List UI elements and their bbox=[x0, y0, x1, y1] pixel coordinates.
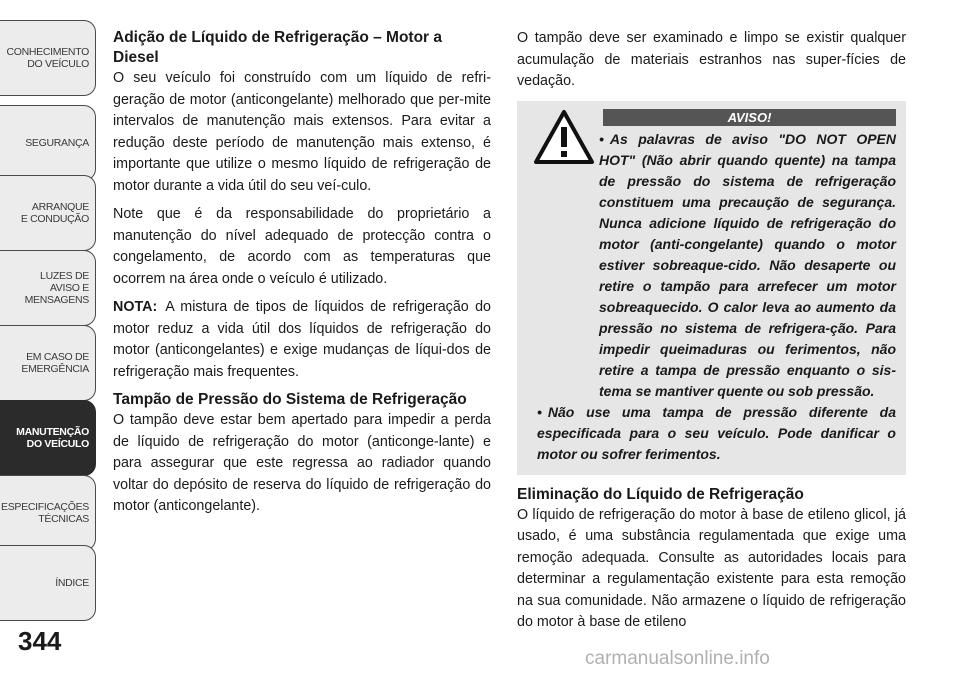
note-paragraph bbox=[113, 297, 491, 383]
tab-label: SEGURANÇA bbox=[25, 137, 89, 149]
warning-triangle-icon bbox=[533, 109, 595, 165]
paragraph: Note que é da responsabilidade do proprietário a manutenção do nível adequado de protecção contra o congelamento, de acordo com as temperaturas que ocorrem na área onde o veículo é utilizado. bbox=[113, 206, 491, 287]
tab-seguranca[interactable] bbox=[0, 105, 96, 181]
tab-indice[interactable] bbox=[0, 545, 96, 621]
page-number: 344 bbox=[18, 626, 62, 656]
tab-emergencia[interactable] bbox=[0, 325, 96, 401]
note-label: NOTA: bbox=[113, 299, 158, 315]
warning-bullet-2: • Não use uma tampa de pressão diferente da especificada para o seu veículo. Pode danificar o motor ou sofrer ferimentos. bbox=[537, 403, 896, 462]
section-heading-pressure-cap: Tampão de Pressão do Sistema de Refrigeração bbox=[113, 391, 467, 408]
left-column bbox=[113, 28, 491, 525]
tab-label: ÍNDICE bbox=[55, 577, 89, 589]
warning-box bbox=[517, 101, 906, 475]
tab-label: ARRANQUE E CONDUÇÃO bbox=[20, 201, 89, 225]
tab-label: MANUTENÇÃO DO VEÍCULO bbox=[16, 426, 89, 450]
tab-label: ESPECIFICAÇÕES TÉCNICAS bbox=[1, 501, 89, 525]
tab-label: LUZES DE AVISO E MENSAGENS bbox=[24, 270, 89, 306]
tab-label: CONHECIMENTO DO VEÍCULO bbox=[6, 46, 89, 70]
warning-text: As palavras de aviso "DO NOT OPEN HOT" (Não abrir quando quente) na tampa de pressão do sistema de refrigeração constituem uma precaução de segurança. Nunca adicione líquido de refrigeração do motor (anti-congelante) quando o motor estiver sobreaque-cido. Não desaperte ou retire o tampão para arrefecer um motor sobreaquecido. O calor leva ao aumento da pressão no sistema de refrigera-ção. Para impedir queimaduras ou ferimentos, não retire a tampa de pressão enquanto o sis-tema se mantiver quente ou sob pressão. bbox=[599, 130, 896, 399]
warning-text: Não use uma tampa de pressão diferente da especificada para o seu veículo. Pode danificar o motor ou sofrer ferimentos. bbox=[537, 403, 896, 462]
note-text: A mistura de tipos de líquidos de refrigeração do motor reduz a vida útil dos líquidos de refrigeração do motor (anticongelantes) e exige mudanças de líqui-dos de refrigeração mais frequentes. bbox=[113, 299, 491, 380]
tab-luzes[interactable] bbox=[0, 250, 96, 326]
tab-manutencao[interactable] bbox=[0, 400, 96, 476]
tab-especificacoes[interactable] bbox=[0, 475, 96, 551]
paragraph: O tampão deve ser examinado e limpo se existir qualquer acumulação de materiais estranhos nas super-fícies de vedação. bbox=[517, 30, 906, 89]
warning-body bbox=[527, 129, 896, 465]
right-column bbox=[517, 28, 906, 641]
tab-arranque[interactable] bbox=[0, 175, 96, 251]
paragraph: O seu veículo foi construído com um líquido de refri-geração de motor (anticongelante) melhorado que per-mite intervalos de manutenção mais extensos. Para evitar a redução deste período de manutenção mais extenso, é importante que utilize o mesmo líquido de refrigeração de motor durante a vida útil do seu veí-culo. bbox=[113, 70, 491, 194]
section-heading-disposal: Eliminação do Líquido de Refrigeração bbox=[517, 485, 804, 503]
warning-title: AVISO! bbox=[603, 109, 896, 126]
tab-label: EM CASO DE EMERGÊNCIA bbox=[21, 351, 89, 375]
section-heading-diesel: Adição de Líquido de Refrigeração – Motor a Diesel bbox=[113, 29, 442, 66]
paragraph: O tampão deve estar bem apertado para impedir a perda de líquido de refrigeração do motor (anticonge-lante) e para assegurar que este regressa ao radiador quando voltar do depósito de reserva do líquido de refrigeração do motor (anticongelante). bbox=[113, 412, 491, 514]
warning-bullet-1: • As palavras de aviso "DO NOT OPEN HOT" (Não abrir quando quente) na tampa de pressão do sistema de refrigeração constituem uma precaução de segurança. Nunca adicione líquido de refrigeração do motor (anti-congelante) quando o motor estiver sobreaque-cido. Não desaperte ou retire o tampão para arrefecer um motor sobreaquecido. O calor leva ao aumento da pressão no sistema de refrigera-ção. Para impedir queimaduras ou ferimentos, não retire a tampa de pressão enquanto o sis-tema se mantiver quente ou sob pressão. bbox=[599, 130, 896, 399]
watermark: carmanualsonline.info bbox=[585, 648, 770, 669]
paragraph: O líquido de refrigeração do motor à base de etileno glicol, já usado, é uma substância regulamentada que exige uma remoção adequada. Consulte as autoridades locais para determinar a regulamentação existente para esta remoção na sua comunidade. Não armazene o líquido de refrigeração do motor à base de etileno bbox=[517, 506, 906, 630]
chapter-tabs bbox=[0, 0, 100, 678]
tab-conhecimento[interactable] bbox=[0, 20, 96, 96]
